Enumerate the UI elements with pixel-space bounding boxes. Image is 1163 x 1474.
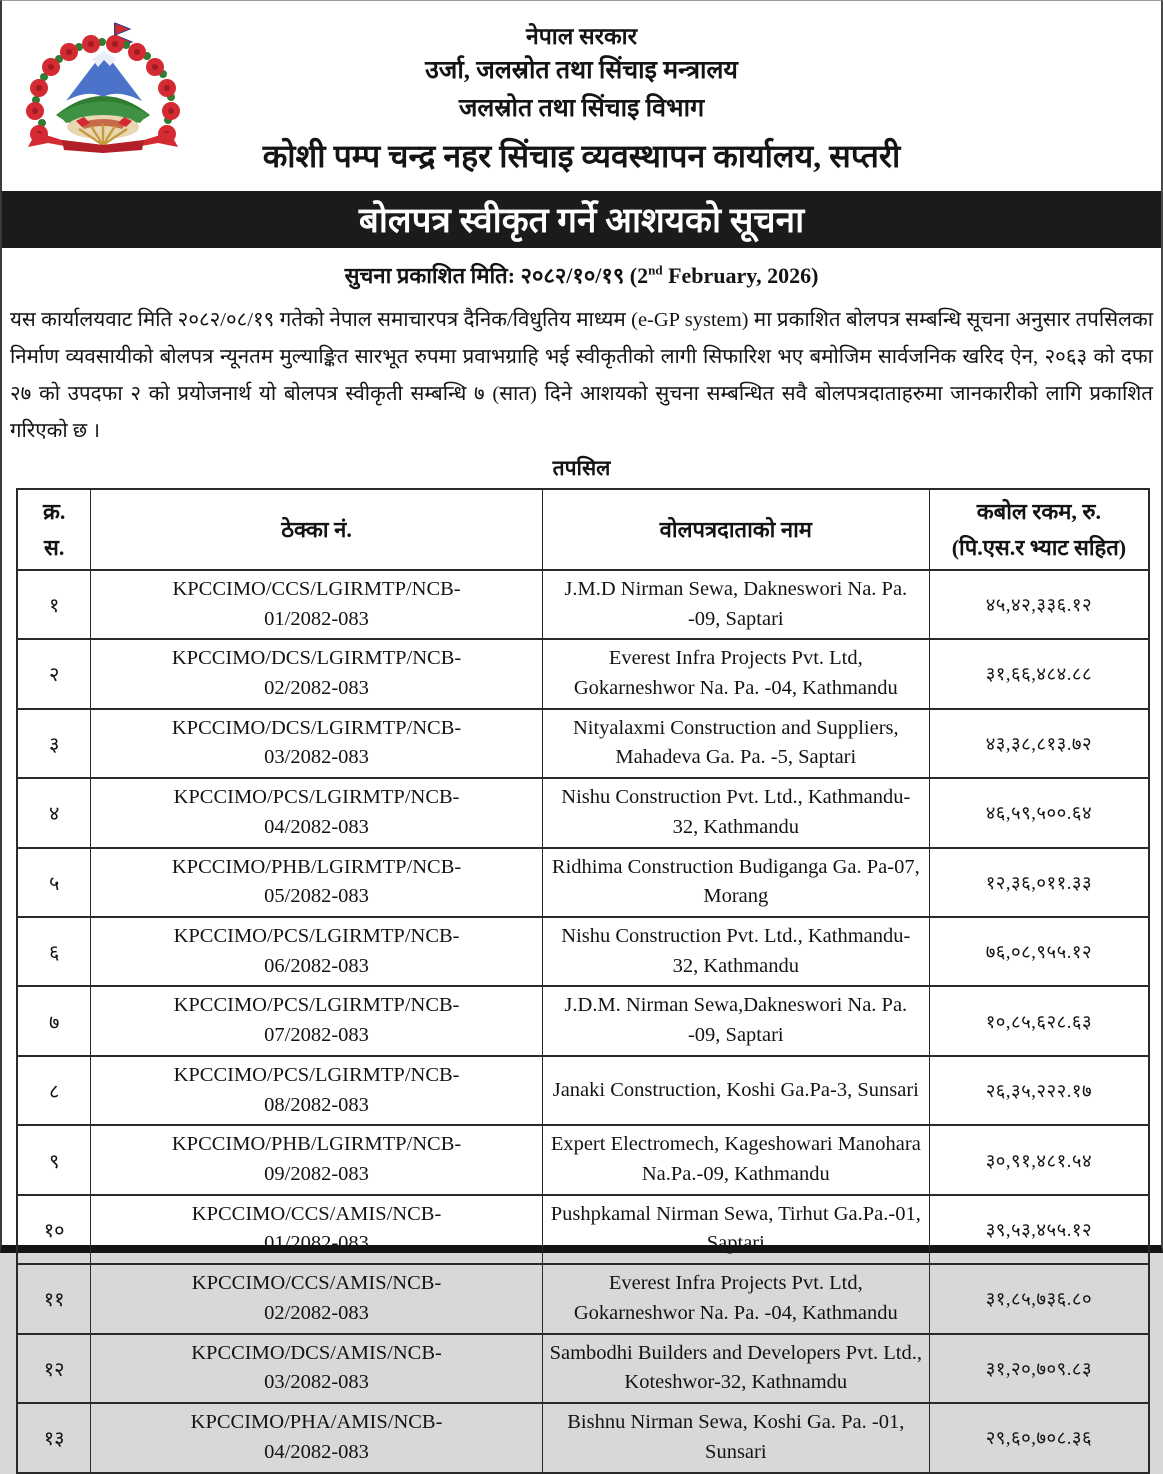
header-row [17,489,1149,569]
department-name: जलस्रोत तथा सिंचाइ विभाग [458,94,705,122]
letterhead [2,1,1161,175]
bidder-name-cell: Janaki Construction, Koshi Ga.Pa-3, Sunsari [542,1056,929,1125]
header-amount-line2: (पि.एस.र भ्याट सहित) [951,534,1127,560]
contract-number-cell [91,1125,542,1194]
table-row [17,1334,1149,1403]
quoted-amount-cell: ३१,६६,४८४.८८ [929,639,1149,708]
publish-date-prefix: सुचना प्रकाशित मिति: २०८२/१०/१९ (2 [344,263,649,289]
bidder-name-cell: J.M.D Nirman Sewa, Dakneswori Na. Pa. -09, Saptari [542,570,929,639]
quoted-amount-cell: ७६,०८,९५५.१२ [929,917,1149,986]
contract-number-cell [91,917,542,986]
quoted-amount-cell: ३०,९१,४८१.५४ [929,1125,1149,1194]
header-serial-number [17,489,91,569]
contract-number-cell [91,986,542,1055]
publish-date-line [2,260,1161,290]
tender-table-header [17,489,1149,569]
contract-number-line2: 09/2082-083 [264,1163,369,1186]
contract-number-line2: 05/2082-083 [264,885,369,908]
serial-number-cell: ६ [17,917,91,986]
quoted-amount-cell: ४५,४२,३३६.१२ [929,570,1149,639]
serial-number-cell: ७ [17,986,91,1055]
tender-table-body [17,570,1149,1473]
contract-number-cell [91,1264,542,1333]
bidder-name-cell: J.D.M. Nirman Sewa,Dakneswori Na. Pa. -09, Saptari [542,986,929,1055]
contract-number-line1: KPCCIMO/DCS/AMIS/NCB- [191,1341,442,1364]
bidder-name-cell: Nishu Construction Pvt. Ltd., Kathmandu-32, Kathmandu [542,778,929,847]
contract-number-line2: 04/2082-083 [264,815,369,838]
ministry-name: उर्जा, जलस्रोत तथा सिंचाइ मन्त्रालय [425,57,738,85]
serial-number-cell: २ [17,639,91,708]
contract-number-line2: 06/2082-083 [264,954,369,977]
contract-number-line1: KPCCIMO/DCS/LGIRMTP/NCB- [171,716,462,739]
contract-number-line1: KPCCIMO/PHB/LGIRMTP/NCB- [171,1133,462,1156]
header-amount-line1: कबोल रकम, रु. [976,499,1102,525]
publish-date-ordinal: nd [648,263,663,279]
table-row [17,1403,1149,1472]
header-contract-number: ठेक्का नं. [91,489,542,569]
contract-number-line1: KPCCIMO/PCS/LGIRMTP/NCB- [173,994,460,1017]
contract-number-cell [91,1056,542,1125]
contract-number-line2: 01/2082-083 [264,1232,369,1255]
bidder-name-cell: Pushpkamal Nirman Sewa, Tirhut Ga.Pa.-01, Saptari [542,1195,929,1264]
contract-number-line2: 04/2082-083 [264,1440,369,1463]
nepal-government-emblem-icon [18,19,190,161]
bidder-name-cell: Nityalaxmi Construction and Suppliers, Mahadeva Ga. Pa. -5, Saptari [542,709,929,778]
table-row [17,1125,1149,1194]
table-row [17,570,1149,639]
contract-number-line2: 03/2082-083 [264,746,369,769]
table-caption: तपसिल [552,456,611,481]
contract-number-cell [91,1403,542,1472]
bidder-name-cell: Sambodhi Builders and Developers Pvt. Ltd., Koteshwor-32, Kathnamdu [542,1334,929,1403]
quoted-amount-cell: १०,८५,६२८.६३ [929,986,1149,1055]
serial-number-cell: ४ [17,778,91,847]
contract-number-line2: 01/2082-083 [264,607,369,630]
header-bidder-name: वोलपत्रदाताको नाम [542,489,929,569]
contract-number-line2: 02/2082-083 [264,676,369,699]
serial-number-cell: १० [17,1195,91,1264]
quoted-amount-cell: २९,६०,७०८.३६ [929,1403,1149,1472]
notice-body-paragraph: यस कार्यालयवाट मिति २०८२/०८/१९ गतेको नेपाल समाचारपत्र दैनिक/विधुतिय माध्यम (e-GP system) मा प्रकाशित बोलपत्र सम्बन्धि सूचना अनुसार तपसिलका निर्माण व्यवसायीको बोलपत्र न्यूनतम मुल्याङ्कित सारभूत रुपमा प्रवाभग्राहि भई स्वीकृतीको लागी सिफारिश भए बमोजिम सार्वजनिक खरिद ऐन, २०६३ को दफा २७ को उपदफा २ को प्रयोजनार्थ यो बोलपत्र स्वीकृती सम्बन्धि ७ (सात) दिने आशयको सुचना सम्बन्धित सवै बोलपत्रदाताहरुमा जानकारीको लागि प्रकाशित गरिएको छ । [10,309,1153,443]
government-name: नेपाल सरकार [525,24,638,49]
contract-number-cell [91,848,542,917]
contract-number-cell [91,639,542,708]
table-row [17,1056,1149,1125]
contract-number-line1: KPCCIMO/PHB/LGIRMTP/NCB- [171,855,462,878]
bidder-name-cell: Expert Electromech, Kageshowari Manohara Na.Pa.-09, Kathmandu [542,1125,929,1194]
serial-number-cell: १ [17,570,91,639]
contract-number-line2: 03/2082-083 [264,1371,369,1394]
table-row [17,639,1149,708]
contract-number-line2: 07/2082-083 [264,1024,369,1047]
contract-number-line1: KPCCIMO/PCS/LGIRMTP/NCB- [173,925,460,947]
quoted-amount-cell: ४६,५९,५००.६४ [929,778,1149,847]
bidder-name-cell: Everest Infra Projects Pvt. Ltd, Gokarneshwor Na. Pa. -04, Kathmandu [542,639,929,708]
contract-number-line1: KPCCIMO/DCS/LGIRMTP/NCB- [171,647,462,670]
table-row [17,709,1149,778]
bidder-name-cell: Nishu Construction Pvt. Ltd., Kathmandu-32, Kathmandu [542,917,929,986]
contract-number-line1: KPCCIMO/PCS/LGIRMTP/NCB- [173,1063,460,1086]
contract-number-cell [91,709,542,778]
contract-number-line2: 08/2082-083 [264,1093,369,1116]
quoted-amount-cell: ३१,८५,७३६.८० [929,1264,1149,1333]
serial-number-cell: ८ [17,1056,91,1125]
quoted-amount-cell: ३१,२०,७०९.८३ [929,1334,1149,1403]
contract-number-line1: KPCCIMO/PHA/AMIS/NCB- [190,1411,443,1434]
serial-number-cell: ५ [17,848,91,917]
contract-number-cell [91,570,542,639]
header-serial-line1: क्र. [42,499,66,525]
quoted-amount-cell: ३९,५३,४५५.१२ [929,1195,1149,1264]
header-quoted-amount [929,489,1149,569]
serial-number-cell: ९ [17,1125,91,1194]
serial-number-cell: ११ [17,1264,91,1333]
notice-title-banner [2,191,1161,248]
bidder-name-cell: Bishnu Nirman Sewa, Koshi Ga. Pa. -01, Sunsari [542,1403,929,1472]
contract-number-line1: KPCCIMO/PCS/LGIRMTP/NCB- [173,786,460,809]
table-row [17,778,1149,847]
publish-date-suffix: February, 2026) [662,263,819,289]
header-serial-line2: स. [43,534,65,560]
table-row [17,848,1149,917]
contract-number-cell [91,1195,542,1264]
quoted-amount-cell: १२,३६,०११.३३ [929,848,1149,917]
contract-number-line1: KPCCIMO/CCS/AMIS/NCB- [191,1202,442,1225]
contract-number-line2: 02/2082-083 [264,1301,369,1324]
serial-number-cell: ३ [17,709,91,778]
quoted-amount-cell: ४३,३८,८१३.७२ [929,709,1149,778]
serial-number-cell: १२ [17,1334,91,1403]
table-row [17,917,1149,986]
bidder-name-cell: Everest Infra Projects Pvt. Ltd, Gokarneshwor Na. Pa. -04, Kathmandu [542,1264,929,1333]
contract-number-line1: KPCCIMO/CCS/AMIS/NCB- [191,1272,442,1295]
tender-table [16,488,1150,1473]
contract-number-line1: KPCCIMO/CCS/LGIRMTP/NCB- [172,577,461,600]
table-row [17,986,1149,1055]
notice-title: बोलपत्र स्वीकृत गर्ने आशयको सूचना [358,201,805,241]
serial-number-cell: १३ [17,1403,91,1472]
quoted-amount-cell: २६,३५,२२२.१७ [929,1056,1149,1125]
office-name: कोशी पम्प चन्द्र नहर सिंचाइ व्यवस्थापन कार्यालय, सप्तरी [262,138,901,175]
contract-number-cell [91,778,542,847]
table-row [17,1264,1149,1333]
table-row [17,1195,1149,1264]
contract-number-cell [91,1334,542,1403]
bidder-name-cell: Ridhima Construction Budiganga Ga. Pa-07, Morang [542,848,929,917]
